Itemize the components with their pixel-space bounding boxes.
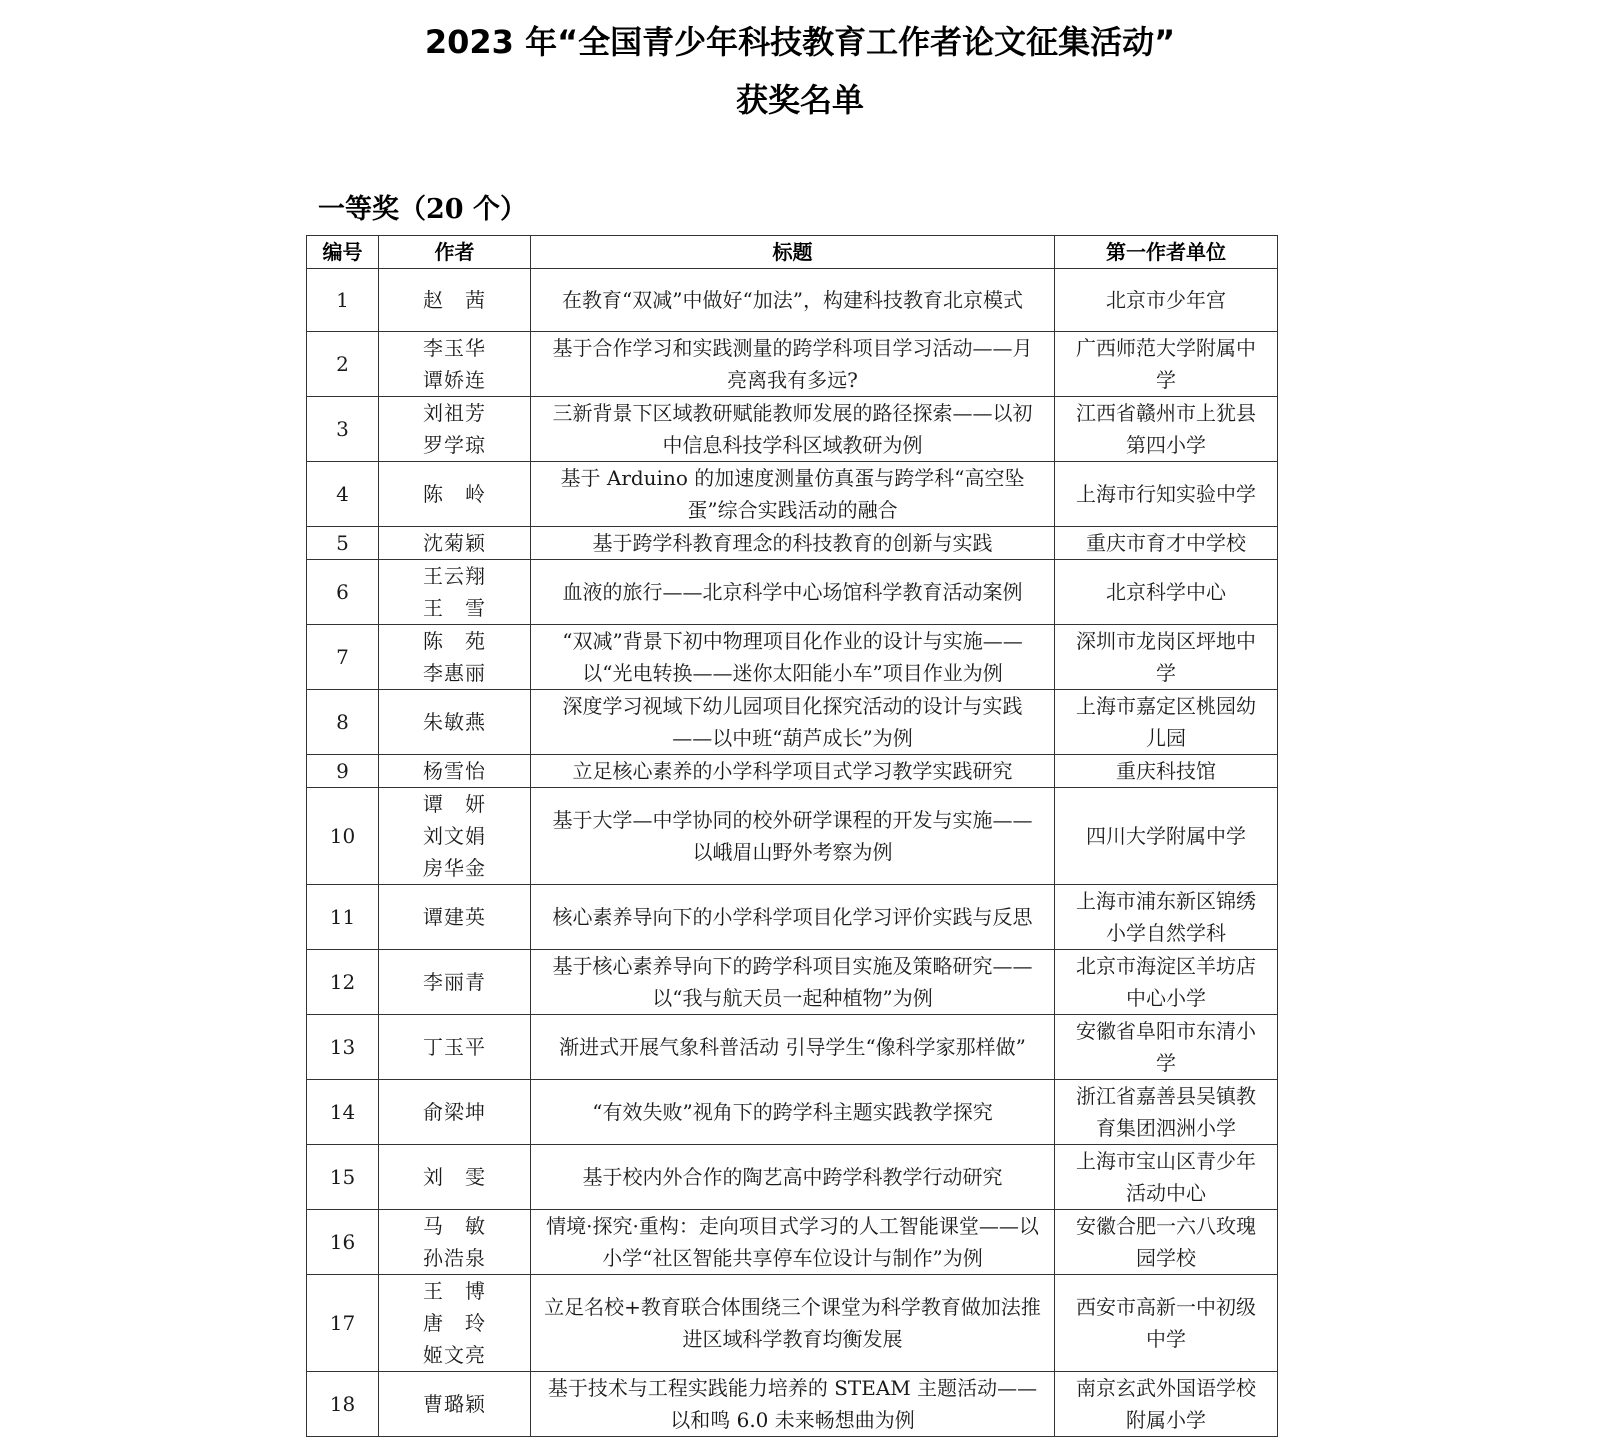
cell-title: 立足核心素养的小学科学项目式学习教学实践研究 xyxy=(531,755,1055,788)
cell-authors xyxy=(379,1210,531,1275)
cell-number: 3 xyxy=(307,397,379,462)
cell-affiliation: 北京市少年宫 xyxy=(1055,269,1278,332)
table-row xyxy=(307,950,1278,1015)
document-title: 2023 年“全国青少年科技教育工作者论文征集活动” xyxy=(424,23,1176,61)
cell-number: 9 xyxy=(307,755,379,788)
author-name: 王云翔 xyxy=(423,564,486,588)
author-name: 俞梁坤 xyxy=(423,1100,486,1124)
author-name: 曹璐颖 xyxy=(423,1392,486,1416)
document-subtitle: 获奖名单 xyxy=(735,81,864,119)
cell-affiliation: 安徽合肥一六八玫瑰园学校 xyxy=(1055,1210,1278,1275)
table-row xyxy=(307,1015,1278,1080)
cell-affiliation: 重庆市育才中学校 xyxy=(1055,527,1278,560)
cell-number: 6 xyxy=(307,560,379,625)
cell-authors xyxy=(379,788,531,885)
cell-authors xyxy=(379,755,531,788)
author-name: 罗学琼 xyxy=(423,433,486,457)
table-row xyxy=(307,1210,1278,1275)
table-row xyxy=(307,690,1278,755)
table-row xyxy=(307,269,1278,332)
cell-title: 基于校内外合作的陶艺高中跨学科教学行动研究 xyxy=(531,1145,1055,1210)
table-row xyxy=(307,560,1278,625)
author-name: 谭娇连 xyxy=(423,368,486,392)
cell-affiliation: 上海市嘉定区桃园幼儿园 xyxy=(1055,690,1278,755)
cell-affiliation: 重庆科技馆 xyxy=(1055,755,1278,788)
cell-authors xyxy=(379,527,531,560)
awards-table-body xyxy=(307,269,1278,1437)
cell-authors xyxy=(379,950,531,1015)
cell-number: 18 xyxy=(307,1372,379,1437)
cell-affiliation: 江西省赣州市上犹县第四小学 xyxy=(1055,397,1278,462)
cell-affiliation: 北京科学中心 xyxy=(1055,560,1278,625)
cell-title: 基于技术与工程实践能力培养的 STEAM 主题活动——以和鸣 6.0 未来畅想曲为例 xyxy=(531,1372,1055,1437)
table-header-row xyxy=(307,236,1278,269)
author-name: 刘 雯 xyxy=(423,1165,486,1189)
table-row xyxy=(307,332,1278,397)
header-title: 标题 xyxy=(531,236,1055,269)
author-name: 姬文亮 xyxy=(423,1343,486,1367)
cell-affiliation: 南京玄武外国语学校附属小学 xyxy=(1055,1372,1278,1437)
author-name: 王 雪 xyxy=(423,596,486,620)
cell-title: 在教育“双减”中做好“加法”，构建科技教育北京模式 xyxy=(531,269,1055,332)
cell-title: 渐进式开展气象科普活动 引导学生“像科学家那样做” xyxy=(531,1015,1055,1080)
author-name: 王 博 xyxy=(423,1279,486,1303)
cell-title: 基于合作学习和实践测量的跨学科项目学习活动——月亮离我有多远? xyxy=(531,332,1055,397)
cell-affiliation: 西安市高新一中初级中学 xyxy=(1055,1275,1278,1372)
cell-authors xyxy=(379,397,531,462)
cell-title: “双减”背景下初中物理项目化作业的设计与实施——以“光电转换——迷你太阳能小车”项目作业为例 xyxy=(531,625,1055,690)
cell-title: 血液的旅行——北京科学中心场馆科学教育活动案例 xyxy=(531,560,1055,625)
cell-authors xyxy=(379,560,531,625)
author-name: 陈 岭 xyxy=(423,482,486,506)
cell-number: 12 xyxy=(307,950,379,1015)
cell-number: 11 xyxy=(307,885,379,950)
cell-affiliation: 北京市海淀区羊坊店中心小学 xyxy=(1055,950,1278,1015)
cell-number: 13 xyxy=(307,1015,379,1080)
table-row xyxy=(307,527,1278,560)
table-row xyxy=(307,1080,1278,1145)
cell-title: 核心素养导向下的小学科学项目化学习评价实践与反思 xyxy=(531,885,1055,950)
cell-number: 2 xyxy=(307,332,379,397)
cell-affiliation: 上海市浦东新区锦绣小学自然学科 xyxy=(1055,885,1278,950)
author-name: 丁玉平 xyxy=(423,1035,486,1059)
cell-title: 立足名校+教育联合体围绕三个课堂为科学教育做加法推进区域科学教育均衡发展 xyxy=(531,1275,1055,1372)
cell-number: 7 xyxy=(307,625,379,690)
cell-number: 4 xyxy=(307,462,379,527)
cell-authors xyxy=(379,1275,531,1372)
author-name: 谭建英 xyxy=(423,905,486,929)
table-row xyxy=(307,885,1278,950)
cell-affiliation: 四川大学附属中学 xyxy=(1055,788,1278,885)
cell-number: 8 xyxy=(307,690,379,755)
cell-number: 5 xyxy=(307,527,379,560)
table-row xyxy=(307,755,1278,788)
cell-number: 14 xyxy=(307,1080,379,1145)
author-name: 沈菊颖 xyxy=(423,531,486,555)
author-name: 李惠丽 xyxy=(423,661,486,685)
header-author: 作者 xyxy=(379,236,531,269)
cell-authors xyxy=(379,1145,531,1210)
cell-title: 基于大学—中学协同的校外研学课程的开发与实施——以峨眉山野外考察为例 xyxy=(531,788,1055,885)
author-name: 陈 苑 xyxy=(423,629,486,653)
cell-affiliation: 浙江省嘉善县吴镇教育集团泗洲小学 xyxy=(1055,1080,1278,1145)
cell-affiliation: 深圳市龙岗区坪地中学 xyxy=(1055,625,1278,690)
cell-affiliation: 安徽省阜阳市东清小学 xyxy=(1055,1015,1278,1080)
cell-affiliation: 上海市行知实验中学 xyxy=(1055,462,1278,527)
table-row xyxy=(307,788,1278,885)
table-row xyxy=(307,1372,1278,1437)
cell-authors xyxy=(379,269,531,332)
cell-authors xyxy=(379,885,531,950)
author-name: 朱敏燕 xyxy=(423,710,486,734)
table-row xyxy=(307,397,1278,462)
cell-title: 三新背景下区域教研赋能教师发展的路径探索——以初中信息科技学科区域教研为例 xyxy=(531,397,1055,462)
header-number: 编号 xyxy=(307,236,379,269)
cell-title: 情境·探究·重构：走向项目式学习的人工智能课堂——以小学“社区智能共享停车位设计与制作”为例 xyxy=(531,1210,1055,1275)
cell-affiliation: 上海市宝山区青少年活动中心 xyxy=(1055,1145,1278,1210)
author-name: 房华金 xyxy=(423,856,486,880)
section-heading-first-prize: 一等奖（20 个） xyxy=(318,194,527,225)
author-name: 唐 玲 xyxy=(423,1311,486,1335)
cell-authors xyxy=(379,332,531,397)
cell-number: 16 xyxy=(307,1210,379,1275)
author-name: 马 敏 xyxy=(423,1214,486,1238)
cell-number: 15 xyxy=(307,1145,379,1210)
cell-title: 基于跨学科教育理念的科技教育的创新与实践 xyxy=(531,527,1055,560)
author-name: 赵 茜 xyxy=(423,288,486,312)
author-name: 孙浩泉 xyxy=(423,1246,486,1270)
cell-authors xyxy=(379,1015,531,1080)
author-name: 刘祖芳 xyxy=(423,401,486,425)
table-row xyxy=(307,1145,1278,1210)
cell-authors xyxy=(379,462,531,527)
cell-authors xyxy=(379,690,531,755)
cell-authors xyxy=(379,625,531,690)
author-name: 刘文娟 xyxy=(423,824,486,848)
cell-authors xyxy=(379,1080,531,1145)
cell-title: 基于 Arduino 的加速度测量仿真蛋与跨学科“高空坠蛋”综合实践活动的融合 xyxy=(531,462,1055,527)
table-row xyxy=(307,462,1278,527)
header-affiliation: 第一作者单位 xyxy=(1055,236,1278,269)
author-name: 李丽青 xyxy=(423,970,486,994)
author-name: 李玉华 xyxy=(423,336,486,360)
author-name: 杨雪怡 xyxy=(423,759,486,783)
cell-title: 基于核心素养导向下的跨学科项目实施及策略研究——以“我与航天员一起种植物”为例 xyxy=(531,950,1055,1015)
cell-number: 17 xyxy=(307,1275,379,1372)
table-row xyxy=(307,625,1278,690)
cell-affiliation: 广西师范大学附属中学 xyxy=(1055,332,1278,397)
cell-title: “有效失败”视角下的跨学科主题实践教学探究 xyxy=(531,1080,1055,1145)
cell-number: 10 xyxy=(307,788,379,885)
cell-number: 1 xyxy=(307,269,379,332)
cell-authors xyxy=(379,1372,531,1437)
awards-table xyxy=(306,235,1278,1437)
author-name: 谭 妍 xyxy=(423,792,486,816)
table-row xyxy=(307,1275,1278,1372)
cell-title: 深度学习视域下幼儿园项目化探究活动的设计与实践——以中班“葫芦成长”为例 xyxy=(531,690,1055,755)
